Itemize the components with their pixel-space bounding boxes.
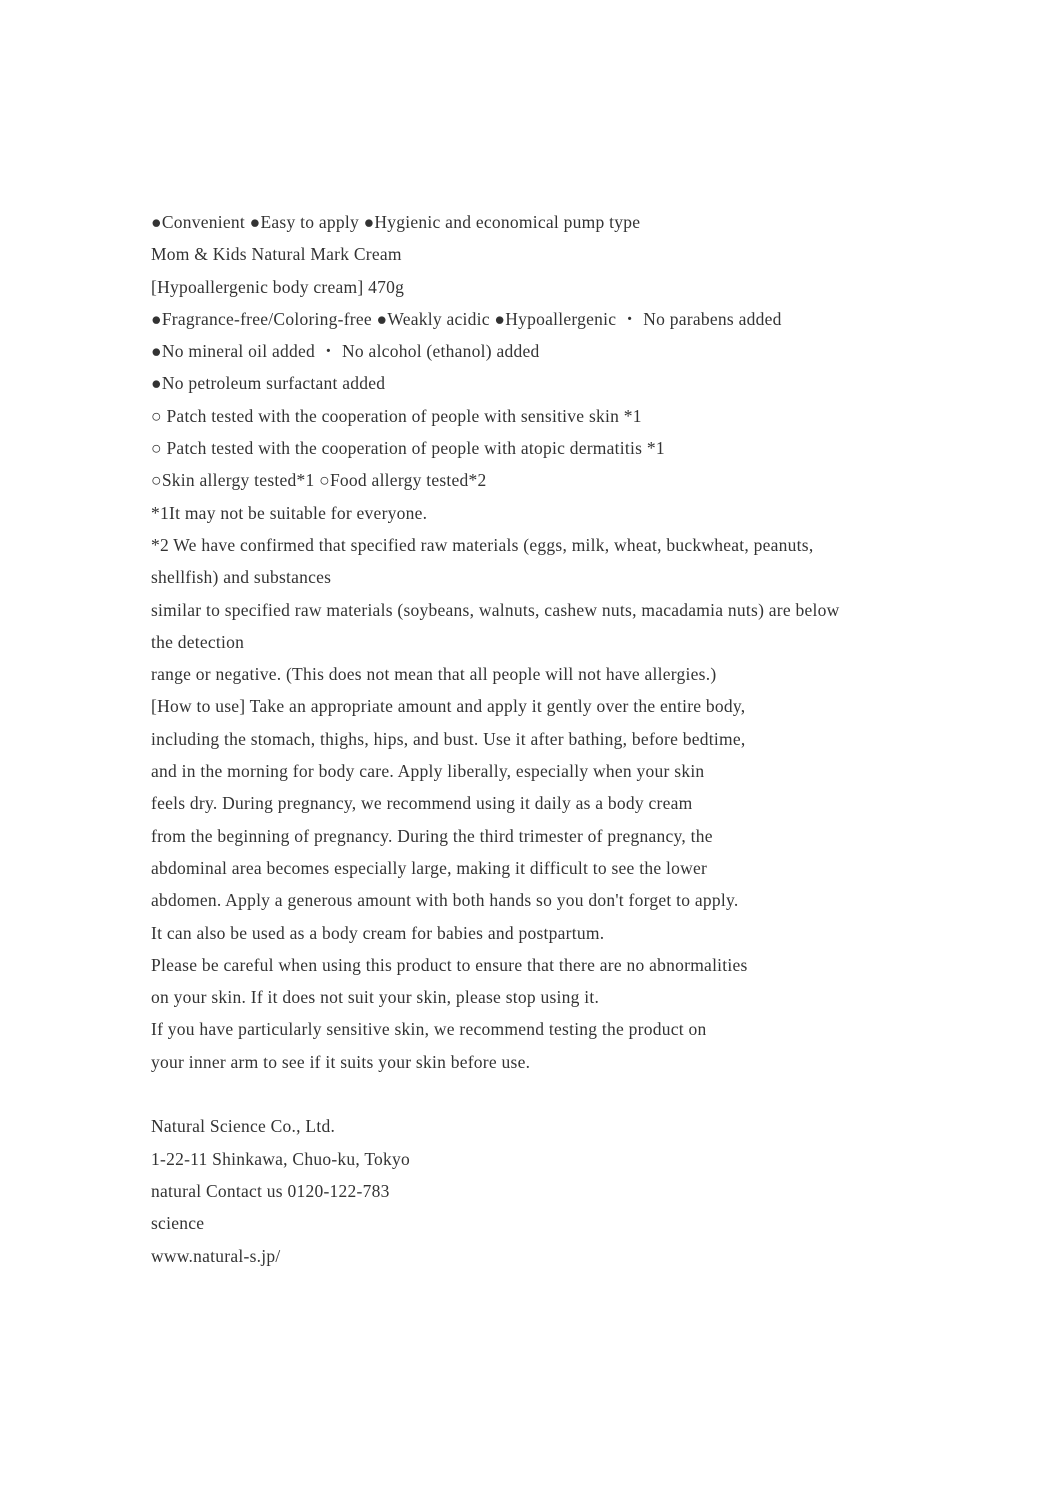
text-line: Mom & Kids Natural Mark Cream xyxy=(151,244,402,265)
text-line: [How to use] Take an appropriate amount and apply it gently over the entire body, xyxy=(151,696,746,717)
text-line: science xyxy=(151,1213,205,1234)
text-line: ○ Patch tested with the cooperation of people with atopic dermatitis *1 xyxy=(151,438,665,459)
text-line: www.natural-s.jp/ xyxy=(151,1245,281,1266)
text-line: ○Skin allergy tested*1 ○Food allergy tested*2 xyxy=(151,470,487,491)
text-line: [Hypoallergenic body cream] 470g xyxy=(151,276,405,297)
text-line: If you have particularly sensitive skin, we recommend testing the product on xyxy=(151,1019,707,1040)
text-line: *1It may not be suitable for everyone. xyxy=(151,502,428,523)
text-line: natural Contact us 0120-122-783 xyxy=(151,1180,390,1201)
text-line: ●No petroleum surfactant added xyxy=(151,373,386,394)
text-line: Natural Science Co., Ltd. xyxy=(151,1116,336,1137)
text-line: ●Convenient ●Easy to apply ●Hygienic and economical pump type xyxy=(151,212,641,232)
blank-line xyxy=(151,1078,941,1110)
text-line: and in the morning for body care. Apply liberally, especially when your skin xyxy=(151,761,705,782)
text-line: range or negative. (This does not mean that all people will not have allergies.) xyxy=(151,664,717,685)
document-body xyxy=(151,206,941,1272)
text-line: ●Fragrance-free/Coloring-free ●Weakly acidic ●Hypoallergenic ・ No parabens added xyxy=(151,308,782,329)
text-line: similar to specified raw materials (soybeans, walnuts, cashew nuts, macadamia nuts) are below xyxy=(151,599,840,620)
text-line: *2 We have confirmed that specified raw materials (eggs, milk, wheat, buckwheat, peanuts, xyxy=(151,534,814,555)
text-line: shellfish) and substances xyxy=(151,567,332,588)
text-line: on your skin. If it does not suit your skin, please stop using it. xyxy=(151,987,600,1008)
text-line: your inner arm to see if it suits your skin before use. xyxy=(151,1051,531,1072)
text-line: including the stomach, thighs, hips, and bust. Use it after bathing, before bedtime, xyxy=(151,728,746,749)
text-line: abdomen. Apply a generous amount with both hands so you don't forget to apply. xyxy=(151,890,739,911)
text-line: 1-22-11 Shinkawa, Chuo-ku, Tokyo xyxy=(151,1148,411,1169)
text-line: ○ Patch tested with the cooperation of people with sensitive skin *1 xyxy=(151,405,642,426)
text-line: abdominal area becomes especially large, making it difficult to see the lower xyxy=(151,857,708,878)
text-line: feels dry. During pregnancy, we recommend using it daily as a body cream xyxy=(151,793,693,814)
text-line: ●No mineral oil added ・ No alcohol (ethanol) added xyxy=(151,341,540,362)
text-line: It can also be used as a body cream for babies and postpartum. xyxy=(151,922,605,943)
text-line: from the beginning of pregnancy. During the third trimester of pregnancy, the xyxy=(151,825,713,846)
text-line: Please be careful when using this product to ensure that there are no abnormalities xyxy=(151,954,748,975)
text-line: the detection xyxy=(151,631,245,652)
